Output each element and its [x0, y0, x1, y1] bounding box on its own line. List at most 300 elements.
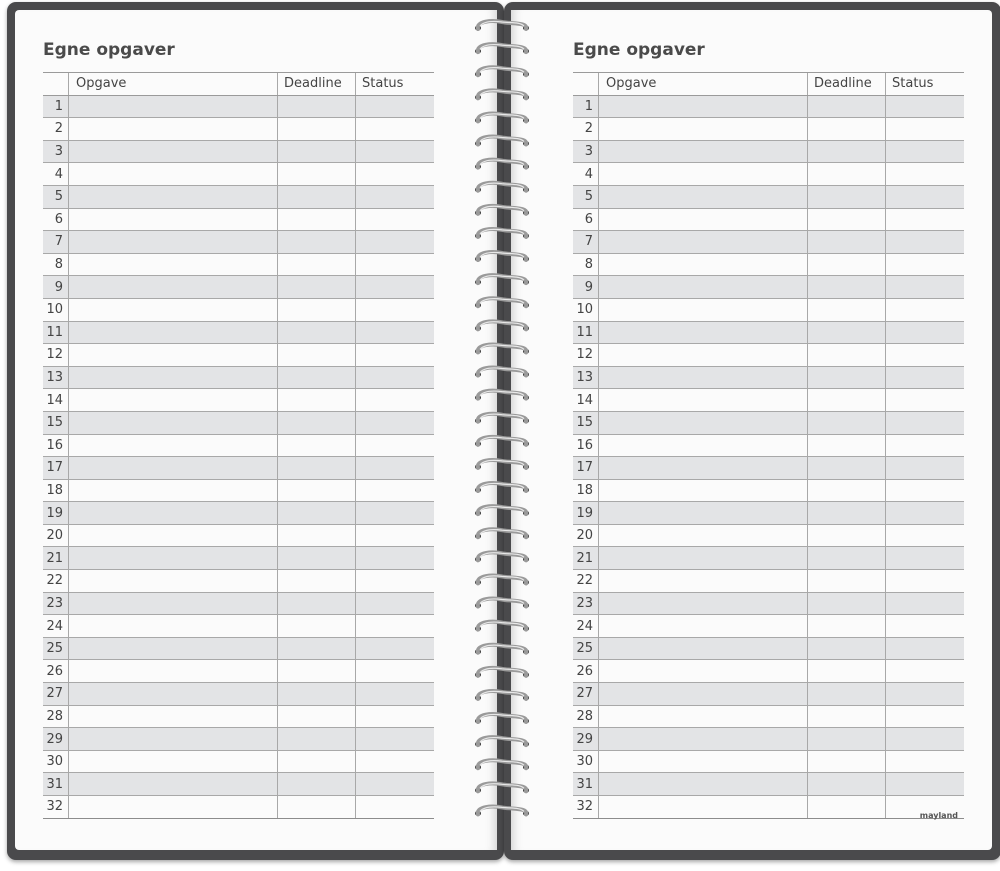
spiral-ring: [475, 807, 529, 816]
task-cell[interactable]: [599, 683, 808, 705]
deadline-cell[interactable]: [278, 502, 356, 524]
row-number: 3: [43, 141, 69, 163]
task-cell[interactable]: [69, 412, 278, 434]
deadline-cell[interactable]: [278, 322, 356, 344]
table-row: [43, 457, 434, 480]
deadline-cell[interactable]: [808, 615, 886, 637]
status-cell[interactable]: [356, 209, 434, 231]
status-cell[interactable]: [356, 435, 434, 457]
status-cell[interactable]: [886, 773, 964, 795]
deadline-cell[interactable]: [278, 367, 356, 389]
spiral-ring: [475, 44, 529, 53]
task-cell[interactable]: [69, 638, 278, 660]
table-row: [573, 209, 964, 232]
table-row: [43, 389, 434, 412]
table-row: [573, 773, 964, 796]
task-cell[interactable]: [69, 570, 278, 592]
deadline-cell[interactable]: [278, 683, 356, 705]
spiral-ring: [475, 437, 529, 446]
task-table: [43, 72, 434, 819]
table-row: [43, 231, 434, 254]
status-cell[interactable]: [356, 547, 434, 569]
status-cell[interactable]: [356, 751, 434, 773]
task-cell[interactable]: [599, 502, 808, 524]
deadline-cell[interactable]: [278, 796, 356, 818]
status-cell[interactable]: [886, 683, 964, 705]
table-row: [573, 435, 964, 458]
task-cell[interactable]: [69, 322, 278, 344]
spiral-ring: [475, 275, 529, 284]
task-cell[interactable]: [69, 389, 278, 411]
deadline-cell[interactable]: [278, 593, 356, 615]
status-cell[interactable]: [886, 118, 964, 140]
row-number: 23: [573, 593, 599, 615]
table-row: [43, 593, 434, 616]
header-opgave: Opgave: [599, 73, 808, 95]
status-cell[interactable]: [886, 706, 964, 728]
status-cell[interactable]: [886, 660, 964, 682]
status-cell[interactable]: [886, 344, 964, 366]
table-row: [573, 480, 964, 503]
deadline-cell[interactable]: [278, 118, 356, 140]
table-row: [573, 186, 964, 209]
deadline-cell[interactable]: [278, 96, 356, 118]
spiral-ring: [475, 622, 529, 631]
status-cell[interactable]: [356, 683, 434, 705]
task-cell[interactable]: [69, 344, 278, 366]
left-page: [15, 10, 497, 850]
status-cell[interactable]: [356, 773, 434, 795]
status-cell[interactable]: [886, 389, 964, 411]
status-cell[interactable]: [886, 367, 964, 389]
row-number: 9: [573, 276, 599, 298]
status-cell[interactable]: [356, 457, 434, 479]
deadline-cell[interactable]: [278, 299, 356, 321]
status-cell[interactable]: [886, 322, 964, 344]
task-cell[interactable]: [599, 706, 808, 728]
deadline-cell[interactable]: [278, 480, 356, 502]
deadline-cell[interactable]: [808, 254, 886, 276]
row-number: 5: [573, 186, 599, 208]
deadline-cell[interactable]: [278, 276, 356, 298]
table-row: [573, 570, 964, 593]
header-deadline: Deadline: [808, 73, 886, 95]
row-number: 22: [43, 570, 69, 592]
deadline-cell[interactable]: [808, 728, 886, 750]
status-cell[interactable]: [886, 480, 964, 502]
table-row: [573, 389, 964, 412]
status-cell[interactable]: [356, 593, 434, 615]
status-cell[interactable]: [356, 367, 434, 389]
task-cell[interactable]: [69, 299, 278, 321]
deadline-cell[interactable]: [808, 141, 886, 163]
status-cell[interactable]: [356, 163, 434, 185]
task-cell[interactable]: [69, 367, 278, 389]
deadline-cell[interactable]: [278, 435, 356, 457]
task-cell[interactable]: [599, 367, 808, 389]
deadline-cell[interactable]: [808, 457, 886, 479]
row-number: 30: [573, 751, 599, 773]
status-cell[interactable]: [886, 141, 964, 163]
task-cell[interactable]: [69, 773, 278, 795]
spiral-ring: [475, 576, 529, 585]
table-row: [573, 231, 964, 254]
deadline-cell[interactable]: [278, 389, 356, 411]
deadline-cell[interactable]: [808, 163, 886, 185]
status-cell[interactable]: [356, 502, 434, 524]
table-row: [573, 502, 964, 525]
status-cell[interactable]: [886, 254, 964, 276]
row-number: 3: [573, 141, 599, 163]
task-cell[interactable]: [599, 389, 808, 411]
task-cell[interactable]: [69, 683, 278, 705]
task-cell[interactable]: [599, 163, 808, 185]
row-number: 17: [43, 457, 69, 479]
spiral-ring: [475, 599, 529, 608]
row-number: 32: [573, 796, 599, 818]
deadline-cell[interactable]: [808, 570, 886, 592]
table-row: [43, 706, 434, 729]
deadline-cell[interactable]: [278, 344, 356, 366]
deadline-cell[interactable]: [808, 525, 886, 547]
deadline-cell[interactable]: [278, 615, 356, 637]
table-row: [43, 615, 434, 638]
status-cell[interactable]: [886, 412, 964, 434]
task-cell[interactable]: [69, 796, 278, 818]
table-row: [573, 163, 964, 186]
task-cell[interactable]: [599, 593, 808, 615]
table-row: [573, 796, 964, 819]
deadline-cell[interactable]: [278, 209, 356, 231]
deadline-cell[interactable]: [808, 638, 886, 660]
deadline-cell[interactable]: [278, 254, 356, 276]
status-cell[interactable]: [886, 570, 964, 592]
table-row: [43, 322, 434, 345]
status-cell[interactable]: [356, 231, 434, 253]
row-number: 25: [43, 638, 69, 660]
right-page: [511, 10, 992, 850]
deadline-cell[interactable]: [278, 773, 356, 795]
task-cell[interactable]: [69, 457, 278, 479]
row-number: 27: [573, 683, 599, 705]
status-cell[interactable]: [886, 299, 964, 321]
status-cell[interactable]: [886, 751, 964, 773]
deadline-cell[interactable]: [278, 660, 356, 682]
task-cell[interactable]: [599, 660, 808, 682]
spiral-ring: [475, 645, 529, 654]
task-cell[interactable]: [599, 435, 808, 457]
spiral-ring: [475, 529, 529, 538]
deadline-cell[interactable]: [808, 367, 886, 389]
spiral-ring: [475, 137, 529, 146]
deadline-cell[interactable]: [808, 344, 886, 366]
task-cell[interactable]: [69, 502, 278, 524]
task-cell[interactable]: [599, 322, 808, 344]
deadline-cell[interactable]: [808, 660, 886, 682]
task-cell[interactable]: [69, 141, 278, 163]
status-cell[interactable]: [356, 412, 434, 434]
row-number: 7: [43, 231, 69, 253]
task-cell[interactable]: [69, 209, 278, 231]
status-cell[interactable]: [356, 389, 434, 411]
task-table: [573, 72, 964, 819]
task-cell[interactable]: [599, 615, 808, 637]
deadline-cell[interactable]: [278, 412, 356, 434]
deadline-cell[interactable]: [808, 299, 886, 321]
status-cell[interactable]: [886, 593, 964, 615]
table-row: [43, 209, 434, 232]
task-cell[interactable]: [69, 163, 278, 185]
deadline-cell[interactable]: [278, 570, 356, 592]
status-cell[interactable]: [356, 322, 434, 344]
row-number: 23: [43, 593, 69, 615]
task-cell[interactable]: [69, 480, 278, 502]
task-cell[interactable]: [69, 706, 278, 728]
task-cell[interactable]: [69, 118, 278, 140]
status-cell[interactable]: [886, 638, 964, 660]
status-cell[interactable]: [886, 502, 964, 524]
task-cell[interactable]: [599, 457, 808, 479]
spiral-ring: [475, 391, 529, 400]
row-number: 6: [43, 209, 69, 231]
row-number: 6: [573, 209, 599, 231]
task-cell[interactable]: [599, 480, 808, 502]
task-cell[interactable]: [69, 186, 278, 208]
table-row: [573, 638, 964, 661]
task-cell[interactable]: [599, 525, 808, 547]
task-cell[interactable]: [599, 638, 808, 660]
status-cell[interactable]: [356, 186, 434, 208]
row-number: 1: [43, 96, 69, 118]
status-cell[interactable]: [356, 480, 434, 502]
task-cell[interactable]: [599, 186, 808, 208]
status-cell[interactable]: [356, 615, 434, 637]
row-number: 32: [43, 796, 69, 818]
table-row: [43, 344, 434, 367]
spiral-ring: [475, 368, 529, 377]
task-cell[interactable]: [69, 751, 278, 773]
table-row: [43, 547, 434, 570]
table-row: [573, 118, 964, 141]
status-cell[interactable]: [356, 570, 434, 592]
status-cell[interactable]: [886, 728, 964, 750]
deadline-cell[interactable]: [808, 480, 886, 502]
status-cell[interactable]: [356, 118, 434, 140]
task-cell[interactable]: [599, 773, 808, 795]
spiral-binding: [470, 12, 534, 832]
table-row: [573, 141, 964, 164]
table-row: [43, 796, 434, 819]
row-number: 2: [573, 118, 599, 140]
task-cell[interactable]: [599, 728, 808, 750]
deadline-cell[interactable]: [808, 412, 886, 434]
table-row: [573, 525, 964, 548]
deadline-cell[interactable]: [278, 525, 356, 547]
task-cell[interactable]: [599, 796, 808, 818]
deadline-cell[interactable]: [278, 457, 356, 479]
deadline-cell[interactable]: [278, 638, 356, 660]
deadline-cell[interactable]: [808, 186, 886, 208]
task-cell[interactable]: [599, 547, 808, 569]
task-cell[interactable]: [69, 593, 278, 615]
table-row: [573, 547, 964, 570]
table-row: [43, 118, 434, 141]
row-number: 21: [43, 547, 69, 569]
deadline-cell[interactable]: [278, 163, 356, 185]
status-cell[interactable]: [886, 163, 964, 185]
row-number: 16: [43, 435, 69, 457]
status-cell[interactable]: [886, 457, 964, 479]
deadline-cell[interactable]: [808, 796, 886, 818]
deadline-cell[interactable]: [278, 751, 356, 773]
spiral-ring: [475, 21, 529, 30]
row-number: 28: [43, 706, 69, 728]
row-number: 7: [573, 231, 599, 253]
status-cell[interactable]: [356, 660, 434, 682]
spiral-ring: [475, 229, 529, 238]
row-number: 8: [43, 254, 69, 276]
deadline-cell[interactable]: [808, 322, 886, 344]
spiral-ring: [475, 252, 529, 261]
spiral-ring: [475, 691, 529, 700]
deadline-cell[interactable]: [808, 593, 886, 615]
table-row: [43, 186, 434, 209]
task-cell[interactable]: [69, 728, 278, 750]
task-cell[interactable]: [69, 435, 278, 457]
status-cell[interactable]: [356, 141, 434, 163]
task-cell[interactable]: [599, 231, 808, 253]
row-number: 15: [43, 412, 69, 434]
deadline-cell[interactable]: [278, 547, 356, 569]
status-cell[interactable]: [356, 728, 434, 750]
status-cell[interactable]: [356, 276, 434, 298]
task-cell[interactable]: [599, 276, 808, 298]
row-number: 14: [43, 389, 69, 411]
deadline-cell[interactable]: [278, 706, 356, 728]
deadline-cell[interactable]: [808, 231, 886, 253]
table-row: [43, 570, 434, 593]
status-cell[interactable]: [356, 299, 434, 321]
table-row: [43, 163, 434, 186]
deadline-cell[interactable]: [808, 683, 886, 705]
status-cell[interactable]: [886, 435, 964, 457]
deadline-cell[interactable]: [808, 276, 886, 298]
row-number: 13: [43, 367, 69, 389]
row-number: 19: [573, 502, 599, 524]
deadline-cell[interactable]: [808, 773, 886, 795]
deadline-cell[interactable]: [278, 186, 356, 208]
task-cell[interactable]: [599, 254, 808, 276]
status-cell[interactable]: [886, 525, 964, 547]
row-number: 31: [573, 773, 599, 795]
deadline-cell[interactable]: [808, 547, 886, 569]
task-cell[interactable]: [69, 615, 278, 637]
header-deadline: Deadline: [278, 73, 356, 95]
status-cell[interactable]: [886, 186, 964, 208]
deadline-cell[interactable]: [808, 435, 886, 457]
table-header: [573, 73, 964, 96]
task-cell[interactable]: [69, 96, 278, 118]
header-status: Status: [892, 76, 934, 92]
task-cell[interactable]: [599, 344, 808, 366]
task-cell[interactable]: [599, 141, 808, 163]
row-number: 26: [573, 660, 599, 682]
spiral-ring: [475, 114, 529, 123]
task-cell[interactable]: [599, 570, 808, 592]
deadline-cell[interactable]: [808, 751, 886, 773]
table-row: [573, 299, 964, 322]
status-cell[interactable]: [886, 209, 964, 231]
status-cell[interactable]: [886, 615, 964, 637]
status-cell[interactable]: [886, 231, 964, 253]
status-cell[interactable]: [356, 96, 434, 118]
status-cell[interactable]: [356, 638, 434, 660]
table-row: [573, 412, 964, 435]
spiral-ring: [475, 760, 529, 769]
deadline-cell[interactable]: [808, 502, 886, 524]
table-row: [43, 728, 434, 751]
status-cell[interactable]: [886, 276, 964, 298]
header-number: [573, 73, 599, 95]
row-number: 25: [573, 638, 599, 660]
task-cell[interactable]: [69, 525, 278, 547]
task-cell[interactable]: [69, 547, 278, 569]
row-number: 29: [573, 728, 599, 750]
page-title: Egne opgaver: [43, 40, 175, 60]
task-cell[interactable]: [69, 231, 278, 253]
status-cell[interactable]: [356, 254, 434, 276]
status-cell[interactable]: [886, 96, 964, 118]
deadline-cell[interactable]: [808, 706, 886, 728]
task-cell[interactable]: [69, 254, 278, 276]
status-cell[interactable]: [356, 706, 434, 728]
row-number: 9: [43, 276, 69, 298]
task-cell[interactable]: [69, 276, 278, 298]
row-number: 1: [573, 96, 599, 118]
table-row: [573, 367, 964, 390]
task-cell[interactable]: [69, 660, 278, 682]
deadline-cell[interactable]: [808, 96, 886, 118]
status-cell[interactable]: [886, 547, 964, 569]
table-row: [43, 480, 434, 503]
task-cell[interactable]: [599, 118, 808, 140]
deadline-cell[interactable]: [278, 231, 356, 253]
status-cell[interactable]: [356, 525, 434, 547]
status-cell[interactable]: [356, 796, 434, 818]
spiral-ring: [475, 737, 529, 746]
deadline-cell[interactable]: [808, 118, 886, 140]
task-cell[interactable]: [599, 412, 808, 434]
task-cell[interactable]: [599, 299, 808, 321]
table-row: [43, 660, 434, 683]
task-cell[interactable]: [599, 751, 808, 773]
deadline-cell[interactable]: [808, 209, 886, 231]
spiral-ring: [475, 714, 529, 723]
deadline-cell[interactable]: [278, 728, 356, 750]
table-row: [573, 254, 964, 277]
task-cell[interactable]: [599, 209, 808, 231]
row-number: 2: [43, 118, 69, 140]
status-cell[interactable]: [356, 344, 434, 366]
deadline-cell[interactable]: [808, 389, 886, 411]
row-number: 30: [43, 751, 69, 773]
deadline-cell[interactable]: [278, 141, 356, 163]
table-row: [43, 299, 434, 322]
row-number: 8: [573, 254, 599, 276]
header-status: Status: [362, 76, 404, 92]
row-number: 24: [573, 615, 599, 637]
task-cell[interactable]: [599, 96, 808, 118]
